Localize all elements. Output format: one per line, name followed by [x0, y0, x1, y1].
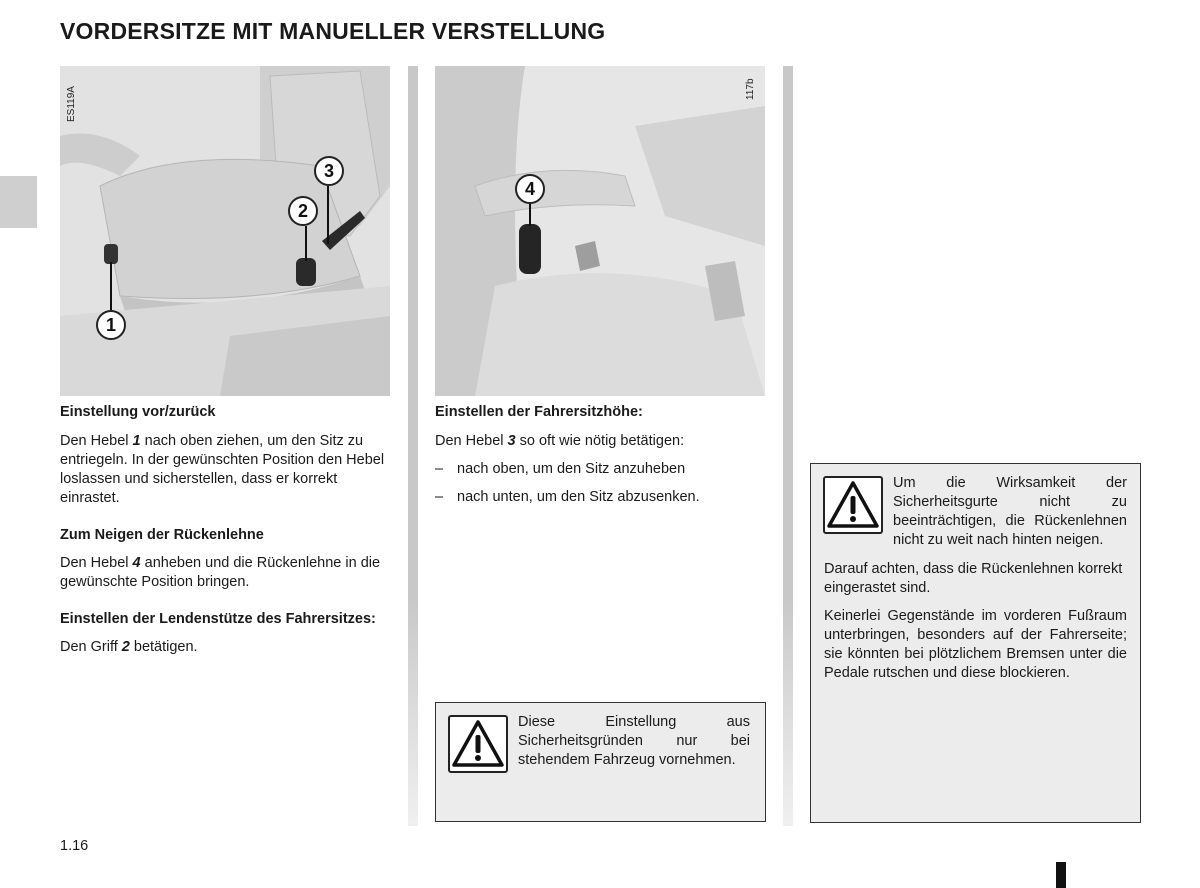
- paragraph-fore-aft: Den Hebel 1 nach oben ziehen, um den Sitz zu entriegeln. In der gewünschten Position den Hebel loslassen und sicherstellen, dass er korrekt einrastet.: [60, 433, 385, 506]
- warning-paragraph-2: Keinerlei Gegenstände im vorderen Fußraum unterbringen, besonders auf der Fahrerseite; sie könnten bei plötzlichem Bremsen unter die Pedale rutschen und diese blockieren.: [824, 608, 1127, 681]
- column-1-text: [60, 403, 392, 657]
- seat-illustration-2: [435, 66, 765, 396]
- column-2-text: [435, 403, 765, 507]
- warning-text-2: Um die Wirksamkeit der Sicherheitsgurte nicht zu beeinträchtigen, die Rückenlehnen nicht zu weit nach hinten neigen.: [893, 475, 1127, 548]
- seat-photo-1: [60, 66, 390, 396]
- paragraph-height: Den Hebel 3 so oft wie nötig betätigen:: [435, 433, 685, 449]
- seat-illustration-1: [60, 66, 390, 396]
- warning-triangle-icon: [448, 715, 508, 773]
- page-marker: [1056, 862, 1066, 888]
- callout-4: 4: [515, 174, 545, 204]
- heading-recline: Zum Neigen der Rückenlehne: [60, 527, 264, 543]
- page-title: VORDERSITZE MIT MANUELLER VERSTELLUNG: [60, 18, 606, 44]
- photo-code-2: 117b: [745, 78, 756, 100]
- seat-photo-2: [435, 66, 765, 396]
- callout-1: 1: [96, 310, 126, 340]
- page-number: 1.16: [60, 838, 89, 854]
- photo-code-1: ES119A: [66, 86, 77, 122]
- warning-box-1: [435, 702, 766, 822]
- heading-lumbar: Einstellen der Lendenstütze des Fahrersitzes:: [60, 611, 376, 627]
- heading-height: Einstellen der Fahrersitzhöhe:: [435, 404, 643, 420]
- paragraph-recline: Den Hebel 4 anheben und die Rückenlehne in die gewünschte Position bringen.: [60, 555, 381, 590]
- paragraph-lumbar: Den Griff 2 betätigen.: [60, 639, 198, 655]
- warning-text-1: Diese Einstellung aus Sicherheitsgründen nur bei stehendem Fahrzeug vornehmen.: [518, 714, 750, 768]
- column-divider-1: [408, 66, 418, 826]
- callout-2: 2: [288, 196, 318, 226]
- warning-box-2: [810, 463, 1141, 823]
- warning-triangle-icon: [823, 476, 883, 534]
- heading-fore-aft: Einstellung vor/zurück: [60, 404, 216, 420]
- list-item: – nach oben, um den Sitz anzuheben: [435, 461, 686, 477]
- column-divider-2: [783, 66, 793, 826]
- list-item: – nach unten, um den Sitz abzusenken.: [435, 489, 700, 505]
- chapter-tab: [0, 176, 37, 228]
- warning-paragraph-1: Darauf achten, dass die Rückenlehnen korrekt eingerastet sind.: [824, 561, 1123, 596]
- callout-3: 3: [314, 156, 344, 186]
